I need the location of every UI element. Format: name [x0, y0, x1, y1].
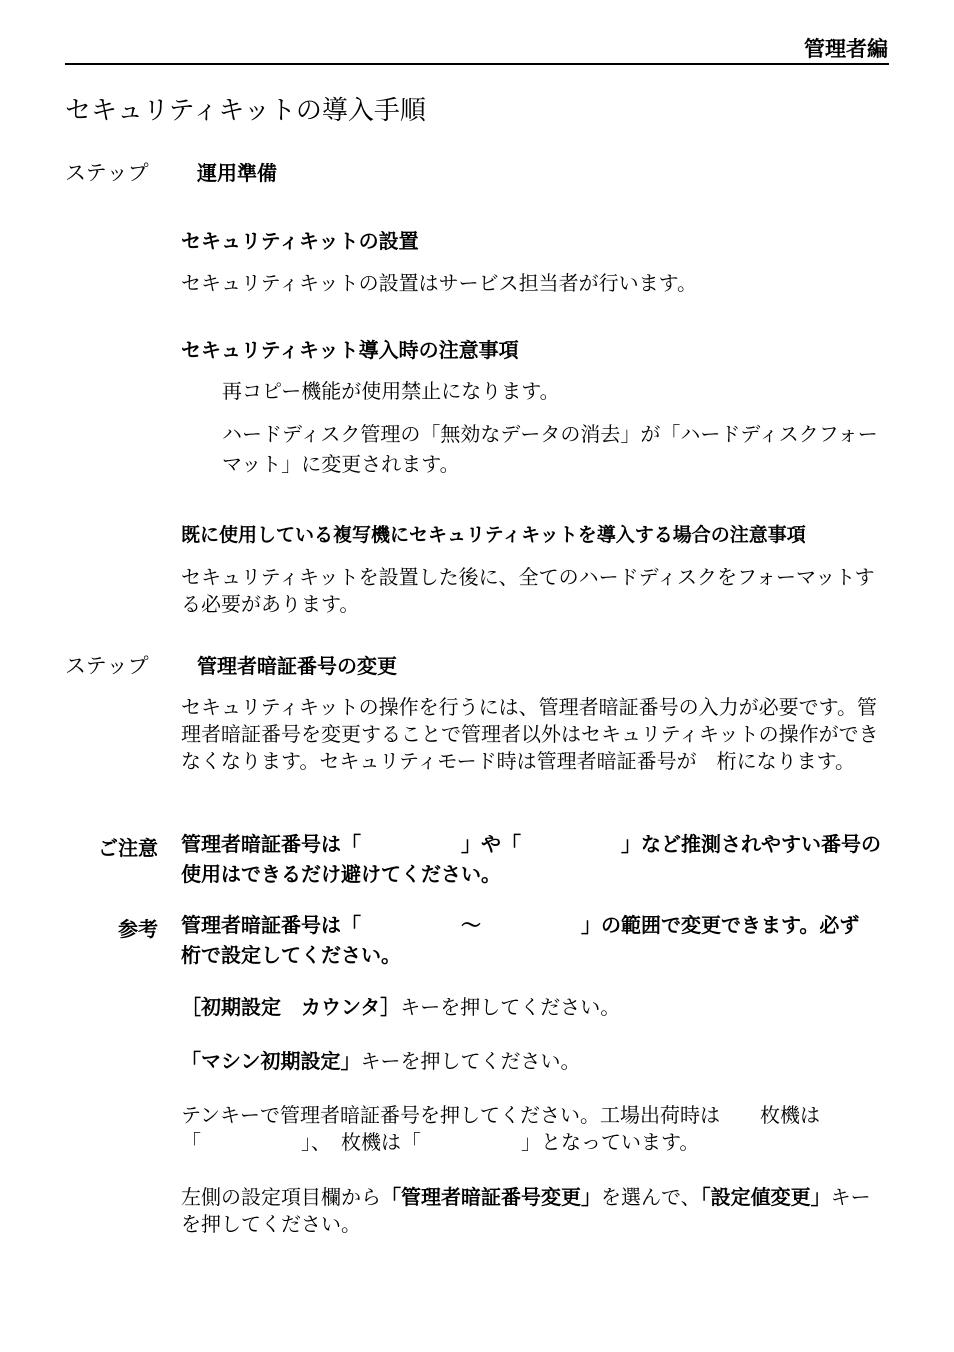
step-1-title: 運用準備 — [197, 161, 277, 185]
existing-text: セキュリティキットを設置した後に、全てのハードディスクをフォーマットする必要があります。 — [181, 565, 875, 616]
instruction-3: テンキーで管理者暗証番号を押してください。工場出荷時は 枚機は「 」、 枚機は「 」となっています。 — [181, 1103, 820, 1154]
instruction-4: 左側の設定項目欄から「管理者暗証番号変更」を選んで、「設定値変更」キーを押してください。 — [181, 1185, 871, 1236]
instruction-1: ［初期設定 カウンタ］キーを押してください。 — [181, 995, 621, 1019]
caution-item-1: 再コピー機能が使用禁止になります。 — [222, 379, 560, 403]
step-2-title: 管理者暗証番号の変更 — [197, 654, 397, 678]
existing-heading: 既に使用している複写機にセキュリティキットを導入する場合の注意事項 — [181, 524, 806, 546]
instruction-2: 「マシン初期設定」キーを押してください。 — [181, 1049, 581, 1073]
admin-password-change-item: 「管理者暗証番号変更」 — [381, 1185, 601, 1209]
initial-settings-counter-key: ［初期設定 カウンタ］ — [181, 995, 401, 1019]
reference-label: 参考 — [118, 917, 158, 941]
reference-text: 管理者暗証番号は「 ～ 」の範囲で変更できます。必ず 桁で設定してください。 — [181, 913, 880, 967]
step-2-label: ステップ — [65, 654, 149, 678]
machine-initial-settings-key: 「マシン初期設定」 — [181, 1049, 361, 1073]
step-1-label: ステップ — [65, 161, 149, 185]
page-title: セキュリティキットの導入手順 — [65, 96, 426, 126]
section-header: 管理者編 — [804, 37, 888, 61]
caution-item-2: ハードディスク管理の「無効なデータの消去」が「ハードディスクフォーマット」に変更されます。 — [222, 422, 878, 476]
caution-label: ご注意 — [98, 836, 158, 860]
caution-heading: セキュリティキット導入時の注意事項 — [181, 338, 519, 362]
change-setting-key: 「設定値変更」 — [700, 1185, 831, 1209]
caution-text: 管理者暗証番号は「 」や「 」など推測されやすい番号の使用はできるだけ避けてください。 — [181, 832, 881, 886]
step-2-intro: セキュリティキットの操作を行うには、管理者暗証番号の入力が必要です。管理者暗証番号を変更することで管理者以外はセキュリティキットの操作ができなくなります。セキュリティモード時は管理者暗証番号が 桁になります。 — [181, 695, 879, 773]
install-text: セキュリティキットの設置はサービス担当者が行います。 — [181, 271, 697, 295]
header-rule — [65, 63, 889, 65]
install-heading: セキュリティキットの設置 — [181, 229, 419, 253]
